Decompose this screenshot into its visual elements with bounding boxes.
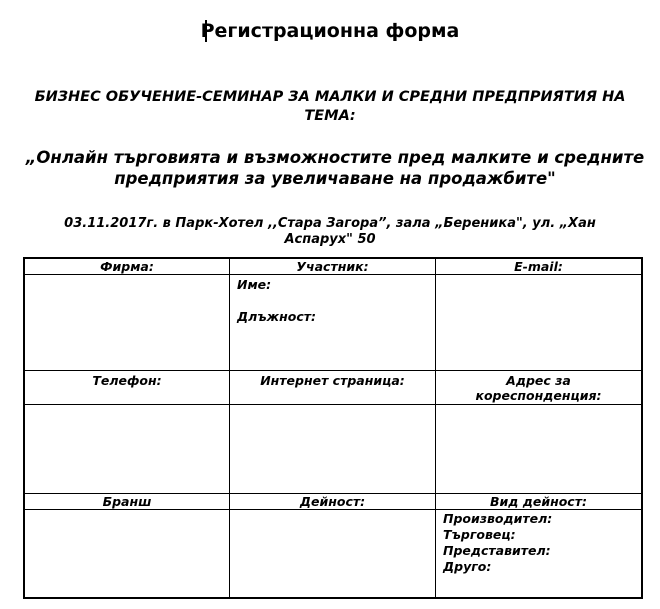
email-header: E-mail: [514, 259, 563, 274]
topic-line-1: „Онлайн търговията и възможностите пред малките и средните [25, 148, 645, 167]
venue-line-1: 03.11.2017г. в Парк-Хотел ,,Стара Загора”, зала „Береника", ул. „Хан [64, 216, 596, 231]
table-border-bottom [23, 597, 643, 599]
seminar-topic [25, 147, 645, 189]
activity-type-header: Вид дейност: [490, 494, 587, 509]
activity-field[interactable] [230, 510, 435, 597]
branch-field[interactable] [25, 510, 229, 597]
topic-line-2: предприятия за увеличаване на продажбите" [114, 169, 556, 188]
venue-line-2: Аспарух" 50 [284, 232, 376, 247]
website-field[interactable] [230, 405, 435, 493]
address-field[interactable] [436, 405, 641, 493]
position-label: Длъжност: [237, 309, 316, 324]
seminar-subtitle: БИЗНЕС ОБУЧЕНИЕ-СЕМИНАР ЗА МАЛКИ И СРЕДНИ ПРЕДПРИЯТИЯ НА ТЕМА: [34, 89, 626, 124]
email-field[interactable] [436, 275, 641, 370]
phone-field[interactable] [25, 405, 229, 493]
phone-header: Телефон: [92, 373, 162, 388]
event-venue [40, 216, 620, 248]
activity-option-trader: Търговец: [443, 527, 516, 542]
address-header [436, 373, 641, 403]
activity-option-representative: Представител: [443, 543, 551, 558]
activity-option-other: Друго: [443, 559, 492, 574]
table-border-right [641, 257, 643, 599]
address-header-line-2: кореспонденция: [475, 388, 602, 403]
activity-header: Дейност: [299, 494, 366, 509]
page-title: Регистрационна форма [200, 20, 460, 42]
table-divider [23, 370, 643, 371]
company-field[interactable] [25, 275, 229, 370]
activity-option-producer: Производител: [443, 511, 553, 526]
website-header: Интернет страница: [260, 373, 405, 388]
address-header-line-1: Адрес за [506, 373, 571, 388]
branch-header: Бранш [102, 494, 152, 509]
name-label: Име: [237, 277, 272, 292]
participant-header: Участник: [296, 259, 369, 274]
company-header: Фирма: [100, 259, 154, 274]
